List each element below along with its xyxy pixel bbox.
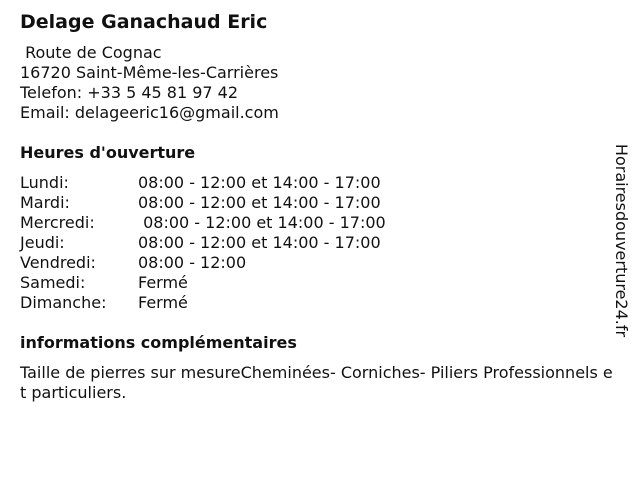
business-card [20,10,620,403]
hours-row-vendredi [20,253,620,273]
hours-row-jeudi [20,233,620,253]
watermark-brand [612,134,632,346]
day-label: Mardi: [20,193,70,212]
time-range: 08:00 - 12:00 et 14:00 - 17:00 [138,173,381,192]
city-address: 16720 Saint-Même-les-Carrières [20,63,279,82]
business-name: Delage Ganachaud Eric [20,11,268,33]
day-label: Dimanche: [20,293,107,312]
hours-row-lundi [20,173,620,193]
hours-row-dimanche [20,293,620,313]
watermark-text: Horairesdouverture24.fr [612,143,632,337]
day-label: Lundi: [20,173,69,192]
time-range: 08:00 - 12:00 et 14:00 - 17:00 [138,213,386,232]
day-label: Vendredi: [20,253,96,272]
day-label: Jeudi: [20,233,65,252]
additional-info-text: Taille de pierres sur mesureCheminées- Corniches- Piliers Professionnels et particuliers. [20,363,613,402]
phone-number: Telefon: +33 5 45 81 97 42 [20,83,239,102]
time-range: 08:00 - 12:00 [138,253,247,272]
time-range: Fermé [138,273,188,292]
opening-hours-list [20,173,620,313]
hours-row-mardi [20,193,620,213]
email-address: Email: delageeric16@gmail.com [20,103,279,122]
additional-info-heading: informations complémentaires [20,333,297,352]
street-address: Route de Cognac [20,43,162,62]
day-label: Samedi: [20,273,86,292]
time-range: 08:00 - 12:00 et 14:00 - 17:00 [138,193,381,212]
time-range: 08:00 - 12:00 et 14:00 - 17:00 [138,233,381,252]
hours-row-mercredi [20,213,620,233]
time-range: Fermé [138,293,188,312]
hours-row-samedi [20,273,620,293]
opening-hours-heading: Heures d'ouverture [20,143,196,162]
day-label: Mercredi: [20,213,95,232]
